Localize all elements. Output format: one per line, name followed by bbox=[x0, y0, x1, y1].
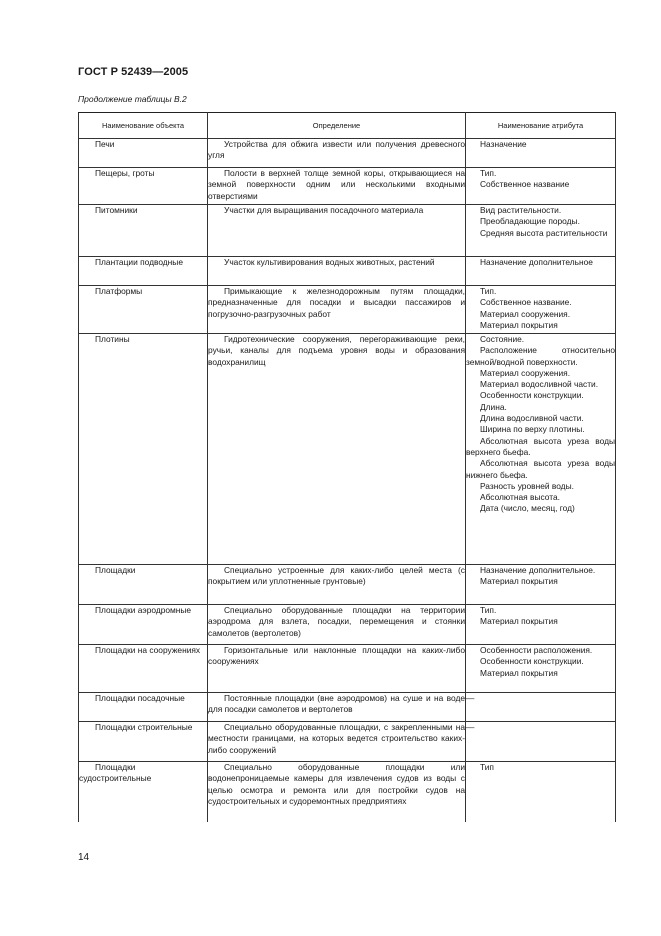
attribute-item: Материал водосливной части. bbox=[480, 379, 599, 390]
attribute-list bbox=[466, 139, 615, 150]
attribute-item: Особенности конструкции. bbox=[480, 656, 584, 667]
attribute-list bbox=[466, 205, 615, 239]
definition-text: Постоянные площадки (вне аэродромов) на суше и на воде для посадки самолетов и вертолетов bbox=[208, 693, 465, 715]
definition-text: Участки для выращивания посадочного материала bbox=[224, 205, 424, 215]
attribute-item: Собственное название. bbox=[480, 297, 572, 308]
attribute-item: Назначение дополнительное. bbox=[480, 565, 596, 575]
definition-text: Полости в верхней толще земной коры, открывающиеся на земной поверхности одним или несколькими входными отверстиями bbox=[208, 168, 465, 201]
object-name-cell bbox=[79, 334, 208, 565]
attribute-item: Материал сооружения. bbox=[480, 367, 571, 378]
table-row bbox=[79, 605, 616, 645]
table-row bbox=[79, 257, 616, 286]
object-name: Площадки аэродромные bbox=[95, 605, 192, 615]
definition-cell bbox=[208, 168, 466, 205]
attribute-item: Материал сооружения. bbox=[480, 308, 571, 319]
object-name: Плантации подводные bbox=[95, 257, 183, 267]
object-name: Печи bbox=[95, 139, 115, 149]
definition-text: Участок культивирования водных животных, растений bbox=[224, 257, 435, 267]
table-row bbox=[79, 565, 616, 605]
attribute-cell bbox=[466, 645, 616, 693]
attribute-item: Вид растительности. bbox=[480, 205, 562, 215]
definition-cell bbox=[208, 205, 466, 257]
page-number: 14 bbox=[78, 852, 90, 863]
header-definition: Определение bbox=[208, 113, 466, 139]
attribute-item: Материал покрытия bbox=[480, 616, 558, 627]
attribute-cell bbox=[466, 205, 616, 257]
definition-cell bbox=[208, 286, 466, 334]
table-row bbox=[79, 334, 616, 565]
attribute-cell bbox=[466, 762, 616, 822]
attribute-list bbox=[466, 286, 615, 331]
attribute-item: Преобладающие породы. bbox=[480, 216, 580, 227]
attribute-table bbox=[78, 112, 616, 822]
object-name-cell bbox=[79, 565, 208, 605]
object-name-cell bbox=[79, 205, 208, 257]
attribute-cell bbox=[466, 334, 616, 565]
object-name-cell bbox=[79, 762, 208, 822]
definition-text: Гидротехнические сооружения, перегораживающие реки, ручьи, каналы для подъема уровня воды и образования водохранилищ bbox=[208, 334, 465, 367]
definition-cell bbox=[208, 334, 466, 565]
attribute-list bbox=[466, 645, 615, 679]
object-name-cell bbox=[79, 605, 208, 645]
attribute-list bbox=[466, 334, 615, 515]
definition-text: Примыкающие к железнодорожным путям площадки, предназначенные для посадки и высадки пассажиров и погрузочно-разгрузочных работ bbox=[208, 286, 465, 319]
attribute-item: Средняя высота растительности bbox=[480, 227, 608, 238]
definition-cell bbox=[208, 139, 466, 168]
attribute-cell bbox=[466, 168, 616, 205]
object-name: Плотины bbox=[95, 334, 130, 344]
object-name: Площадки на сооружениях bbox=[95, 645, 201, 655]
attribute-cell bbox=[466, 605, 616, 645]
definition-text: Устройства для обжига извести или получения древесного угля bbox=[208, 139, 465, 161]
definition-text: Горизонтальные или наклонные площадки на каких-либо сооружениях bbox=[208, 645, 465, 667]
attribute-list bbox=[466, 168, 615, 191]
definition-cell bbox=[208, 693, 466, 722]
attribute-item: Особенности конструкции. bbox=[480, 390, 584, 401]
attribute-item: Тип. bbox=[480, 605, 497, 615]
definition-text: Специально оборудованные площадки, с закрепленными на местности границами, на которых ведется строительство каких-либо сооружений bbox=[208, 722, 465, 755]
table-row bbox=[79, 286, 616, 334]
header-attribute-name: Наименование атрибута bbox=[466, 113, 616, 139]
table-row bbox=[79, 722, 616, 762]
attribute-cell bbox=[466, 286, 616, 334]
attribute-dash: — bbox=[466, 722, 475, 732]
attribute-item: Материал покрытия bbox=[480, 576, 558, 587]
attribute-cell bbox=[466, 257, 616, 286]
object-name-cell bbox=[79, 693, 208, 722]
object-name: Площадки судостроительные bbox=[79, 762, 152, 784]
attribute-dash: — bbox=[466, 693, 475, 703]
attribute-list bbox=[466, 605, 615, 628]
attribute-cell bbox=[466, 139, 616, 168]
definition-cell bbox=[208, 722, 466, 762]
object-name-cell bbox=[79, 139, 208, 168]
table-row bbox=[79, 205, 616, 257]
definition-cell bbox=[208, 605, 466, 645]
definition-cell bbox=[208, 645, 466, 693]
table-caption: Продолжение таблицы В.2 bbox=[78, 94, 187, 104]
definition-text: Специально оборудованные площадки на территории аэродрома для взлета, посадки, перемещения и стоянки самолетов (вертолетов) bbox=[208, 605, 465, 638]
attribute-item: Дата (число, месяц, год) bbox=[480, 503, 575, 514]
attribute-item: Тип bbox=[480, 762, 494, 772]
attribute-list bbox=[466, 722, 615, 733]
table-row bbox=[79, 762, 616, 822]
attribute-item: Расположение относительно земной/водной поверхности. bbox=[466, 345, 615, 367]
object-name-cell bbox=[79, 168, 208, 205]
object-name: Пещеры, гроты bbox=[95, 168, 155, 178]
table-row bbox=[79, 693, 616, 722]
attribute-list bbox=[466, 257, 615, 268]
attribute-item: Длина. bbox=[480, 401, 507, 412]
definition-cell bbox=[208, 257, 466, 286]
object-name: Площадки bbox=[95, 565, 136, 575]
definition-cell bbox=[208, 762, 466, 822]
object-name: Питомники bbox=[95, 205, 138, 215]
object-name: Платформы bbox=[95, 286, 143, 296]
table-row bbox=[79, 139, 616, 168]
attribute-item: Абсолютная высота уреза воды верхнего бьефа. bbox=[466, 435, 615, 457]
attribute-item: Материал покрытия bbox=[480, 319, 558, 330]
attribute-item: Материал покрытия bbox=[480, 667, 558, 678]
object-name: Площадки посадочные bbox=[95, 693, 185, 703]
object-name-cell bbox=[79, 286, 208, 334]
object-name: Площадки строительные bbox=[95, 722, 193, 732]
attribute-item: Длина водосливной части. bbox=[480, 413, 584, 424]
definition-cell bbox=[208, 565, 466, 605]
table-row bbox=[79, 168, 616, 205]
definition-text: Специально устроенные для каких-либо целей места (с покрытием или уплотненные грунтовые) bbox=[208, 565, 465, 587]
attribute-item: Абсолютная высота. bbox=[480, 492, 560, 503]
object-name-cell bbox=[79, 257, 208, 286]
attribute-cell bbox=[466, 565, 616, 605]
header-object-name: Наименование объекта bbox=[79, 113, 208, 139]
object-name-cell bbox=[79, 645, 208, 693]
attribute-item: Особенности расположения. bbox=[480, 645, 593, 655]
definition-text: Специально оборудованные площадки или водонепроницаемые камеры для извлечения судов из воды с целью осмотра и ремонта или для постройки судов на судостроительных и судоремонтных предприятиях bbox=[208, 762, 465, 806]
attribute-cell bbox=[466, 693, 616, 722]
attribute-cell bbox=[466, 722, 616, 762]
document-code: ГОСТ Р 52439—2005 bbox=[78, 66, 189, 78]
attribute-item: Состояние. bbox=[480, 334, 525, 344]
attribute-item: Абсолютная высота уреза воды нижнего бьефа. bbox=[466, 458, 615, 480]
attribute-item: Собственное название bbox=[480, 179, 570, 190]
table-header-row bbox=[79, 113, 616, 139]
attribute-item: Ширина по верху плотины. bbox=[480, 424, 585, 435]
attribute-list bbox=[466, 565, 615, 588]
attribute-item: Тип. bbox=[480, 168, 497, 178]
attribute-item: Разность уровней воды. bbox=[480, 480, 574, 491]
object-name-cell bbox=[79, 722, 208, 762]
attribute-item: Назначение дополнительное bbox=[480, 257, 593, 267]
table-row bbox=[79, 645, 616, 693]
attribute-list bbox=[466, 693, 615, 704]
attribute-item: Тип. bbox=[480, 286, 497, 296]
attribute-list bbox=[466, 762, 615, 773]
attribute-item: Назначение bbox=[480, 139, 527, 149]
